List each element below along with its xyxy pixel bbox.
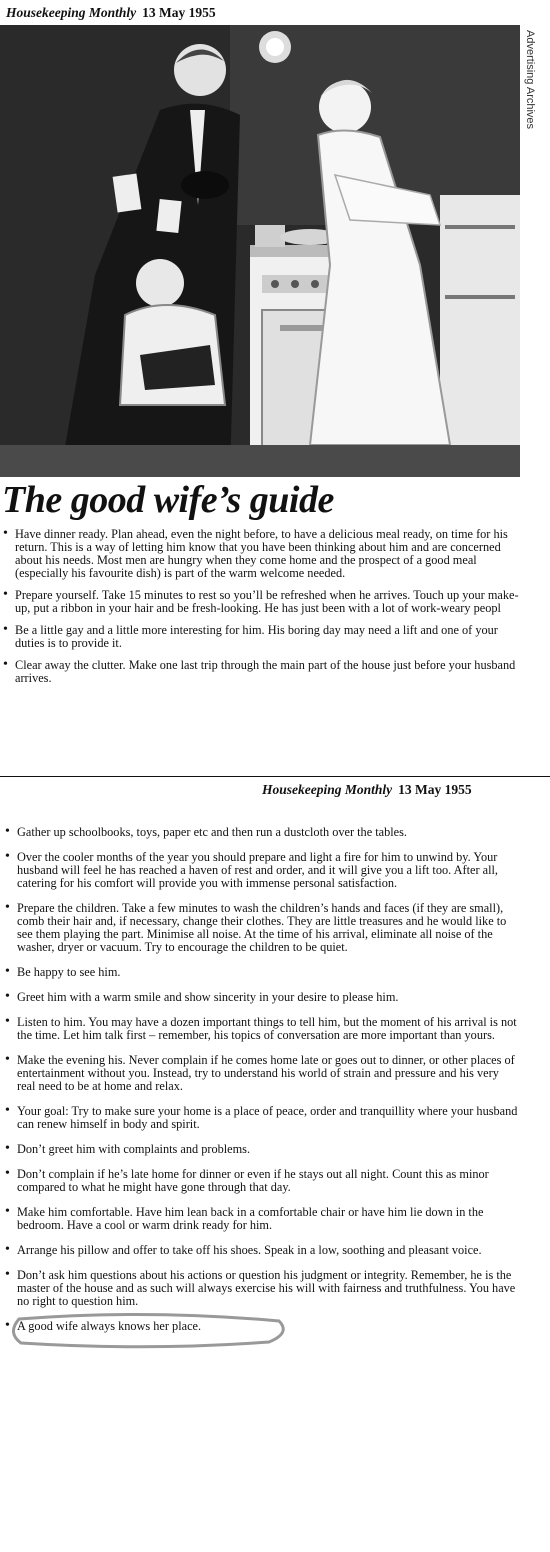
list-item: • Make him comfortable. Have him lean back in a comfortable chair or have him lie down in the bedroom. Have a cool or warm drink ready for him. — [5, 1206, 520, 1232]
list-item: • Listen to him. You may have a dozen important things to tell him, but the moment of his arrival is not the time. Let him talk first – remember, his topics of conversation are more important than yours. — [5, 1016, 520, 1042]
list-item: • Your goal: Try to make sure your home is a place of peace, order and tranquillity where your husband can renew himself in body and spirit. — [5, 1105, 520, 1131]
vintage-kitchen-illustration — [0, 25, 520, 477]
page-divider — [0, 776, 550, 777]
page-header — [6, 5, 216, 21]
publication-date: 13 May 1955 — [142, 5, 216, 20]
list-item: • Be happy to see him. — [5, 966, 520, 979]
list-item: • Clear away the clutter. Make one last trip through the main part of the house just before your husband arrives. — [3, 659, 523, 685]
list-item: • Don’t greet him with complaints and problems. — [5, 1143, 520, 1156]
list-item: • Gather up schoolbooks, toys, paper etc and then run a dustcloth over the tables. — [5, 826, 520, 839]
publication-name: Housekeeping Monthly — [262, 782, 393, 797]
publication-name: Housekeeping Monthly — [6, 5, 137, 20]
last-item-text: A good wife always knows her place. — [17, 1319, 202, 1333]
highlighted-text-wrap — [17, 1320, 201, 1333]
list-item: • Don’t ask him questions about his actions or question his judgment or integrity. Remember, he is the master of the house and as such will always exercise his will with fairness and truthfulness. You have no right to question him. — [5, 1269, 520, 1308]
list-item: • Over the cooler months of the year you should prepare and light a fire for him to unwind by. Your husband will feel he has reached a haven of rest and order, and it will give you a lift too. After all, catering for his comfort will provide you with immense personal satisfaction. — [5, 851, 520, 890]
list-item: • Make the evening his. Never complain if he comes home late or goes out to dinner, or other places of entertainment without you. Instead, try to understand his world of strain and pressure and his very real need to be at home and relax. — [5, 1054, 520, 1093]
list-item: • Have dinner ready. Plan ahead, even the night before, to have a delicious meal ready, on time for his return. This is a way of letting him know that you have been thinking about him and are concerned about his needs. Most men are hungry when they come home and the prospect of a good meal (especially his favourite dish) is part of the warm welcome needed. — [3, 528, 523, 580]
guide-list-page-two — [5, 826, 520, 1345]
image-credit: Advertising Archives — [524, 30, 536, 130]
list-item-highlighted — [5, 1320, 520, 1333]
publication-date: 13 May 1955 — [398, 782, 472, 797]
article-title: The good wife’s guide — [2, 479, 334, 521]
list-item: • Be a little gay and a little more interesting for him. His boring day may need a lift and one of your duties is to provide it. — [3, 624, 523, 650]
page-header — [262, 782, 472, 798]
list-item: • Arrange his pillow and offer to take off his shoes. Speak in a low, soothing and pleasant voice. — [5, 1244, 520, 1257]
hand-drawn-circle — [7, 1311, 292, 1349]
list-item: • Prepare the children. Take a few minutes to wash the children’s hands and faces (if they are small), comb their hair and, if necessary, change their clothes. They are little treasures and he would like to see them playing the part. Minimise all noise. At the time of his arrival, eliminate all noise of the washer, dryer or vacuum. Try to encourage the children to be quiet. — [5, 902, 520, 954]
guide-list-page-one — [3, 528, 523, 694]
list-item: • Greet him with a warm smile and show sincerity in your desire to please him. — [5, 991, 520, 1004]
list-item: • Don’t complain if he’s late home for dinner or even if he stays out all night. Count this as minor compared to what he might have gone through that day. — [5, 1168, 520, 1194]
list-item: • Prepare yourself. Take 15 minutes to rest so you’ll be refreshed when he arrives. Touch up your make-up, put a ribbon in your hair and be fresh-looking. He has just been with a lot of work-weary peopl — [3, 589, 523, 615]
